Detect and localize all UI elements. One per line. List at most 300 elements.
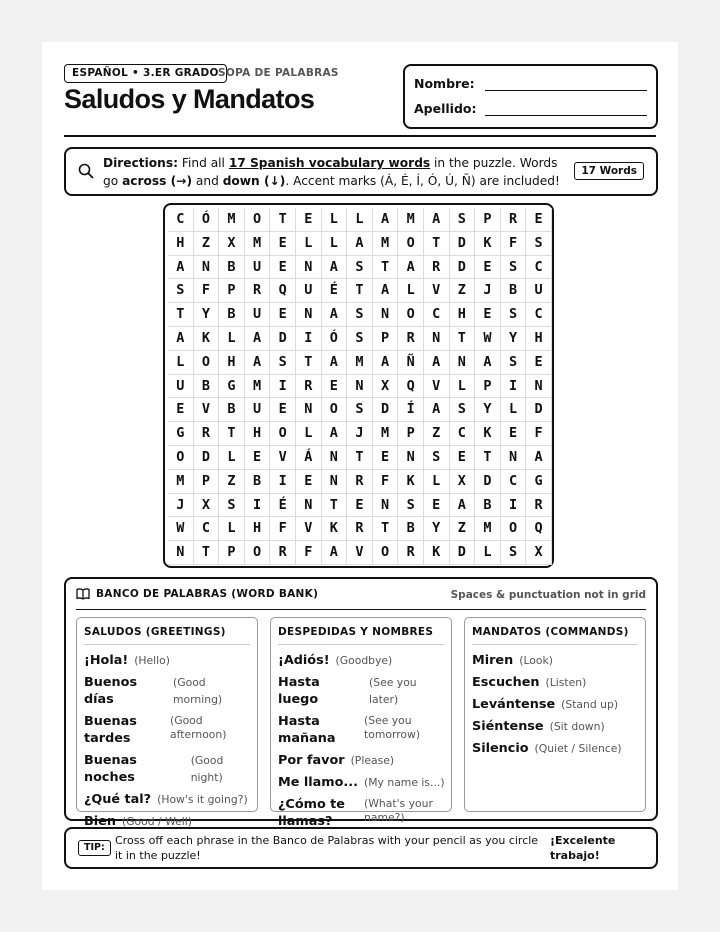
word-translation: (Listen) [545,676,587,689]
activity-type: SOPA DE PALABRAS [218,67,339,79]
search-icon [78,163,94,179]
word-translation: (See you later) [369,676,417,706]
grid-cell[interactable]: R [398,541,424,565]
grid-cell[interactable]: O [398,232,424,256]
grid-cell[interactable]: H [245,422,271,446]
name-field[interactable] [485,90,647,91]
word-term: Buenas noches [84,753,137,785]
grid-cell[interactable]: M [245,375,271,399]
grid-cell[interactable]: A [322,541,348,565]
grid-cell[interactable]: A [168,327,194,351]
grid-cell[interactable]: A [322,422,348,446]
grid-cell[interactable]: Y [475,398,501,422]
grid-cell[interactable]: E [270,398,296,422]
grid-cell[interactable]: T [450,327,476,351]
grid-cell[interactable]: M [373,232,399,256]
grid-cell[interactable]: A [322,303,348,327]
grid-cell[interactable]: E [245,446,271,470]
word-search-grid [163,203,554,568]
grid-cell[interactable]: V [270,446,296,470]
grid-cell[interactable]: A [322,351,348,375]
grid-cell[interactable]: K [424,541,450,565]
grid-cell[interactable]: S [501,541,527,565]
word-bank-item [278,796,448,830]
grid-cell[interactable]: K [322,517,348,541]
grid-cell[interactable]: W [475,327,501,351]
grid-cell[interactable]: N [322,470,348,494]
word-bank-item [278,752,448,769]
grid-cell[interactable]: B [219,256,245,280]
grid-cell[interactable]: E [270,232,296,256]
grid-cell[interactable]: H [168,232,194,256]
grid-cell[interactable]: A [373,351,399,375]
grid-cell[interactable]: Q [526,517,552,541]
grid-cell[interactable]: L [296,422,322,446]
grid-cell[interactable]: Ñ [398,351,424,375]
directions-box [64,147,658,196]
grid-cell[interactable]: O [501,517,527,541]
grid-cell[interactable]: D [475,470,501,494]
grid-cell[interactable]: T [194,541,220,565]
word-bank-item [84,713,254,747]
grid-cell[interactable]: F [194,279,220,303]
grid-cell[interactable]: M [475,517,501,541]
grid-cell[interactable]: D [270,327,296,351]
grid-cell[interactable]: L [347,208,373,232]
word-translation: (See you tomorrow) [364,714,421,741]
grid-cell[interactable]: J [347,422,373,446]
grid-cell[interactable]: U [526,279,552,303]
grid-cell[interactable]: U [245,398,271,422]
word-translation: (Please) [350,754,395,767]
grid-cell[interactable]: T [296,351,322,375]
grid-cell[interactable]: W [168,517,194,541]
word-translation: (Goodbye) [335,654,393,667]
grid-cell[interactable]: N [398,446,424,470]
word-term: Me llamo... [278,775,358,790]
grid-cell[interactable]: E [526,351,552,375]
grid-cell[interactable]: H [450,303,476,327]
grid-cell[interactable]: T [270,208,296,232]
word-translation: (Quiet / Silence) [534,742,622,755]
grid-cell[interactable]: B [245,470,271,494]
word-bank-item [472,718,642,735]
word-term: Por favor [278,753,345,768]
word-term: Buenas tardes [84,714,137,746]
grid-cell[interactable]: J [168,494,194,518]
grid-cell[interactable]: N [296,256,322,280]
grid-cell[interactable]: T [347,279,373,303]
word-bank-item [472,696,642,713]
grid-cell[interactable]: O [373,541,399,565]
grid-cell[interactable]: I [296,327,322,351]
grid-cell[interactable]: X [450,470,476,494]
grid-cell[interactable]: T [424,232,450,256]
word-term: Hasta luego [278,675,320,707]
grid-cell[interactable]: N [168,541,194,565]
grid-cell[interactable]: O [322,398,348,422]
grid-cell[interactable]: E [168,398,194,422]
grid-cell[interactable]: L [219,517,245,541]
word-translation: (Sit down) [549,720,605,733]
grid-cell[interactable]: R [347,470,373,494]
grid-cell[interactable]: J [475,279,501,303]
grid-cell[interactable]: D [450,541,476,565]
grid-cell[interactable]: S [501,303,527,327]
grid-cell[interactable]: N [322,446,348,470]
subject-badge: ESPAÑOL • 3.ER GRADO [64,64,227,83]
grid-cell[interactable]: N [296,303,322,327]
word-translation: (Hello) [134,654,170,667]
grid-cell[interactable]: E [501,422,527,446]
word-bank-item [84,652,254,669]
grid-cell[interactable]: M [245,232,271,256]
grid-cell[interactable]: T [347,446,373,470]
word-bank-note: Spaces & punctuation not in grid [450,589,646,601]
grid-cell[interactable]: U [245,256,271,280]
grid-cell[interactable]: D [526,398,552,422]
word-bank-item [84,752,254,786]
grid-cell[interactable]: B [501,279,527,303]
grid-cell[interactable]: G [168,422,194,446]
grid-cell[interactable]: K [398,470,424,494]
grid-cell[interactable]: M [373,422,399,446]
grid-cell[interactable]: T [475,446,501,470]
grid-cell[interactable]: M [398,208,424,232]
grid-cell[interactable]: S [219,494,245,518]
grid-cell[interactable]: A [373,279,399,303]
grid-cell[interactable]: Á [296,446,322,470]
word-bank-item [278,652,448,669]
grid-cell[interactable]: Z [450,279,476,303]
grid-cell[interactable]: B [194,375,220,399]
word-translation: (How's it going?) [157,793,248,806]
grid-cell[interactable]: B [219,303,245,327]
grid-cell[interactable]: H [526,327,552,351]
grid-cell[interactable]: F [526,422,552,446]
tip-text: Cross off each phrase in the Banco de Palabras with your pencil as you circle it in the puzzle! [115,834,539,862]
grid-cell[interactable]: H [245,517,271,541]
grid-cell[interactable]: C [526,256,552,280]
grid-cell[interactable]: A [322,256,348,280]
grid-cell[interactable]: Y [501,327,527,351]
grid-cell[interactable]: L [219,446,245,470]
grid-cell[interactable]: C [526,303,552,327]
word-bank-heading: BANCO DE PALABRAS (WORD BANK) [76,588,318,600]
grid-cell[interactable]: R [424,256,450,280]
word-term: Bien [84,814,116,829]
word-term: Hasta mañana [278,714,336,746]
word-translation: (Good / Well) [121,815,192,828]
grid-cell[interactable]: T [322,494,348,518]
grid-cell[interactable]: E [424,494,450,518]
grid-cell[interactable]: B [475,494,501,518]
name-box [403,64,658,129]
grid-cell[interactable]: D [194,446,220,470]
grid-cell[interactable]: L [322,208,348,232]
grid-cell[interactable]: L [450,375,476,399]
grid-cell[interactable]: E [347,494,373,518]
grid-cell[interactable]: P [194,470,220,494]
grid-cell[interactable]: V [424,279,450,303]
grid-cell[interactable]: B [398,517,424,541]
grid-cell[interactable]: S [347,303,373,327]
grid-cell[interactable]: N [373,303,399,327]
word-translation: (Good night) [190,754,224,784]
grid-cell[interactable]: A [347,232,373,256]
grid-cell[interactable]: N [526,375,552,399]
grid-cell[interactable]: E [270,256,296,280]
word-term: ¡Adiós! [278,653,330,668]
grid-cell[interactable]: K [194,327,220,351]
grid-cell[interactable]: U [245,303,271,327]
grid-cell[interactable]: T [219,422,245,446]
grid-cell[interactable]: A [526,446,552,470]
grid-cell[interactable]: S [501,351,527,375]
grid-cell[interactable]: D [450,232,476,256]
grid-cell[interactable]: N [373,494,399,518]
name-label: Nombre: [414,76,475,91]
grid-cell[interactable]: N [296,398,322,422]
grid-cell[interactable]: R [398,327,424,351]
word-translation: (Stand up) [561,698,619,711]
grid-cell[interactable]: E [296,470,322,494]
grid-cell[interactable]: Q [398,375,424,399]
worksheet-page [42,42,678,890]
grid-cell[interactable]: X [526,541,552,565]
grid-cell[interactable]: X [219,232,245,256]
grid-cell[interactable]: O [398,303,424,327]
grid-cell[interactable]: O [270,422,296,446]
grid-cell[interactable]: I [245,494,271,518]
grid-cell[interactable]: R [501,208,527,232]
grid-cell[interactable]: S [347,327,373,351]
word-term: Levántense [472,697,556,712]
grid-cell[interactable]: L [296,232,322,256]
grid-cell[interactable]: F [373,470,399,494]
grid-cell[interactable]: C [168,208,194,232]
directions-text: Directions: Find all 17 Spanish vocabulary words in the puzzle. Words go across (→) and down (↓). Accent marks (Á, É, Í, Ó, Ú, Ñ) are included! [103,156,560,188]
word-count-badge: 17 Words [574,162,644,180]
word-bank-item [472,674,642,691]
grid-cell[interactable]: R [270,541,296,565]
grid-cell[interactable]: Y [194,303,220,327]
grid-cell[interactable]: S [270,351,296,375]
grid-cell[interactable]: T [373,256,399,280]
grid-cell[interactable]: V [347,541,373,565]
word-term: Siéntense [472,719,544,734]
word-term: ¡Hola! [84,653,129,668]
grid-cell[interactable]: Q [270,279,296,303]
grid-cell[interactable]: C [424,303,450,327]
grid-cell[interactable]: Z [194,232,220,256]
grid-cell[interactable]: A [424,398,450,422]
word-bank-item [84,791,254,808]
grid-cell[interactable]: R [194,422,220,446]
word-translation: (My name is...) [364,776,445,789]
grid-cell[interactable]: E [296,208,322,232]
grid-cell[interactable]: T [373,517,399,541]
grid-cell[interactable]: M [347,351,373,375]
grid-cell[interactable]: Y [424,517,450,541]
grid-cell[interactable]: I [270,375,296,399]
grid-cell[interactable]: R [526,494,552,518]
surname-label: Apellido: [414,101,477,116]
grid-cell[interactable]: V [194,398,220,422]
bank-column-commands: MANDATOS (COMMANDS) Miren (Look) Escuchen (Listen) Levántense (Stand up) Siéntense (Sit down) Silencio (Quiet / Silence) [464,617,646,812]
grid-cell[interactable]: N [424,327,450,351]
word-translation: (Look) [519,654,553,667]
word-bank-item [278,774,448,791]
grid-cell[interactable]: L [219,327,245,351]
grid-cell[interactable]: A [450,494,476,518]
grid-cell[interactable]: U [168,375,194,399]
grid-cell[interactable]: F [501,232,527,256]
grid-cell[interactable]: N [194,256,220,280]
grid-cell[interactable]: P [219,541,245,565]
page-title: Saludos y Mandatos [64,84,315,114]
surname-field[interactable] [485,115,647,116]
grid-cell[interactable]: S [398,494,424,518]
grid-cell[interactable]: C [450,422,476,446]
grid-cell[interactable]: P [373,327,399,351]
grid-cell[interactable]: I [501,375,527,399]
grid-cell[interactable]: K [475,232,501,256]
grid-cell[interactable]: B [219,398,245,422]
grid-cell[interactable]: É [270,494,296,518]
bank-column-greetings: SALUDOS (GREETINGS) ¡Hola! (Hello) Buenos días (Good morning) Buenas tardes (Good afternoon) Buenas noches (Good night) ¿Qué tal? (How's it going?) Bien (Good / Well) [76,617,258,812]
grid-cell[interactable]: E [373,446,399,470]
grid-cell[interactable]: C [194,517,220,541]
word-bank [64,577,658,829]
grid-cell[interactable]: O [194,351,220,375]
grid-cell[interactable]: L [398,279,424,303]
word-translation: (Good morning) [173,676,223,706]
grid-cell[interactable]: N [347,375,373,399]
grid-cell[interactable]: M [219,208,245,232]
grid-cell[interactable]: A [245,327,271,351]
grid-cell[interactable]: X [373,375,399,399]
grid-cell[interactable]: Z [424,422,450,446]
word-bank-item [84,674,254,708]
grid-cell[interactable]: L [501,398,527,422]
grid-cell[interactable]: P [475,375,501,399]
tip-closing: ¡Excelente trabajo! [550,834,616,862]
grid-cell[interactable]: S [424,446,450,470]
book-icon [76,588,90,600]
grid-cell[interactable]: P [475,208,501,232]
word-term: ¿Cómo te llamas? [278,797,345,829]
word-bank-item [472,740,642,757]
grid-cell[interactable]: F [270,517,296,541]
word-term: Buenos días [84,675,138,707]
tip-badge: TIP: [78,840,111,856]
grid-cell[interactable]: S [168,279,194,303]
grid-cell[interactable]: I [501,494,527,518]
grid-cell[interactable]: E [475,303,501,327]
grid-cell[interactable]: Z [219,470,245,494]
grid-cell[interactable]: G [219,375,245,399]
grid-cell[interactable]: A [168,256,194,280]
grid-cell[interactable]: Ó [322,327,348,351]
grid-cell[interactable]: E [270,303,296,327]
grid-cell[interactable]: S [450,398,476,422]
grid-cell[interactable]: E [526,208,552,232]
grid-cell[interactable]: H [219,351,245,375]
grid-cell[interactable]: A [373,208,399,232]
grid-cell[interactable]: N [296,494,322,518]
grid-cell[interactable]: S [501,256,527,280]
word-bank-item [472,652,642,669]
grid-cell[interactable]: O [245,541,271,565]
grid-cell[interactable]: P [398,422,424,446]
grid-cell[interactable]: A [398,256,424,280]
grid-cell[interactable]: I [270,470,296,494]
grid-cell[interactable]: D [373,398,399,422]
grid-cell[interactable]: L [322,232,348,256]
word-term: Silencio [472,741,529,756]
grid-cell[interactable]: L [424,470,450,494]
grid-cell[interactable]: Z [450,517,476,541]
grid-cell[interactable]: X [194,494,220,518]
word-bank-item [278,713,448,747]
grid-cell[interactable]: Ó [194,208,220,232]
grid-cell[interactable]: É [322,279,348,303]
grid-cell[interactable]: A [424,351,450,375]
grid-cell[interactable]: S [347,256,373,280]
bank-column-farewells: DESPEDIDAS Y NOMBRES ¡Adiós! (Goodbye) Hasta luego (See you later) Hasta mañana (See you tomorrow) Por favor (Please) Me llamo... (My name is...) ¿Cómo te llamas? (What's your name?) [270,617,452,812]
grid-cell[interactable]: D [450,256,476,280]
grid-cell[interactable]: A [475,351,501,375]
grid-cell[interactable]: L [475,541,501,565]
grid-cell[interactable]: G [526,470,552,494]
grid-cell[interactable]: A [245,351,271,375]
grid-cell[interactable]: E [450,446,476,470]
word-translation: (Good afternoon) [170,714,227,741]
grid-cell[interactable]: L [168,351,194,375]
word-term: Miren [472,653,514,668]
word-translation: (What's your name?) [364,797,433,824]
grid-cell[interactable]: U [296,279,322,303]
tip-box [64,827,658,869]
grid-cell[interactable]: S [347,398,373,422]
grid-cell[interactable]: A [424,208,450,232]
grid-cell[interactable]: E [475,256,501,280]
grid-cell[interactable]: N [450,351,476,375]
grid-cell[interactable]: E [322,375,348,399]
grid-cell[interactable]: R [245,279,271,303]
grid-cell[interactable]: O [245,208,271,232]
grid-cell[interactable]: N [501,446,527,470]
grid-cell[interactable]: S [450,208,476,232]
header-divider [64,135,656,137]
grid-cell[interactable]: K [475,422,501,446]
grid-cell[interactable]: V [296,517,322,541]
grid-cell[interactable]: M [168,470,194,494]
grid-cell[interactable]: R [296,375,322,399]
grid-cell[interactable]: Í [398,398,424,422]
grid-cell[interactable]: P [219,279,245,303]
word-term: ¿Qué tal? [84,792,152,807]
grid-cell[interactable]: F [296,541,322,565]
grid-cell[interactable]: O [168,446,194,470]
word-term: Escuchen [472,675,540,690]
grid-cell[interactable]: R [347,517,373,541]
grid-cell[interactable]: S [526,232,552,256]
grid-cell[interactable]: T [168,303,194,327]
grid-cell[interactable]: C [501,470,527,494]
grid-cell[interactable]: V [424,375,450,399]
